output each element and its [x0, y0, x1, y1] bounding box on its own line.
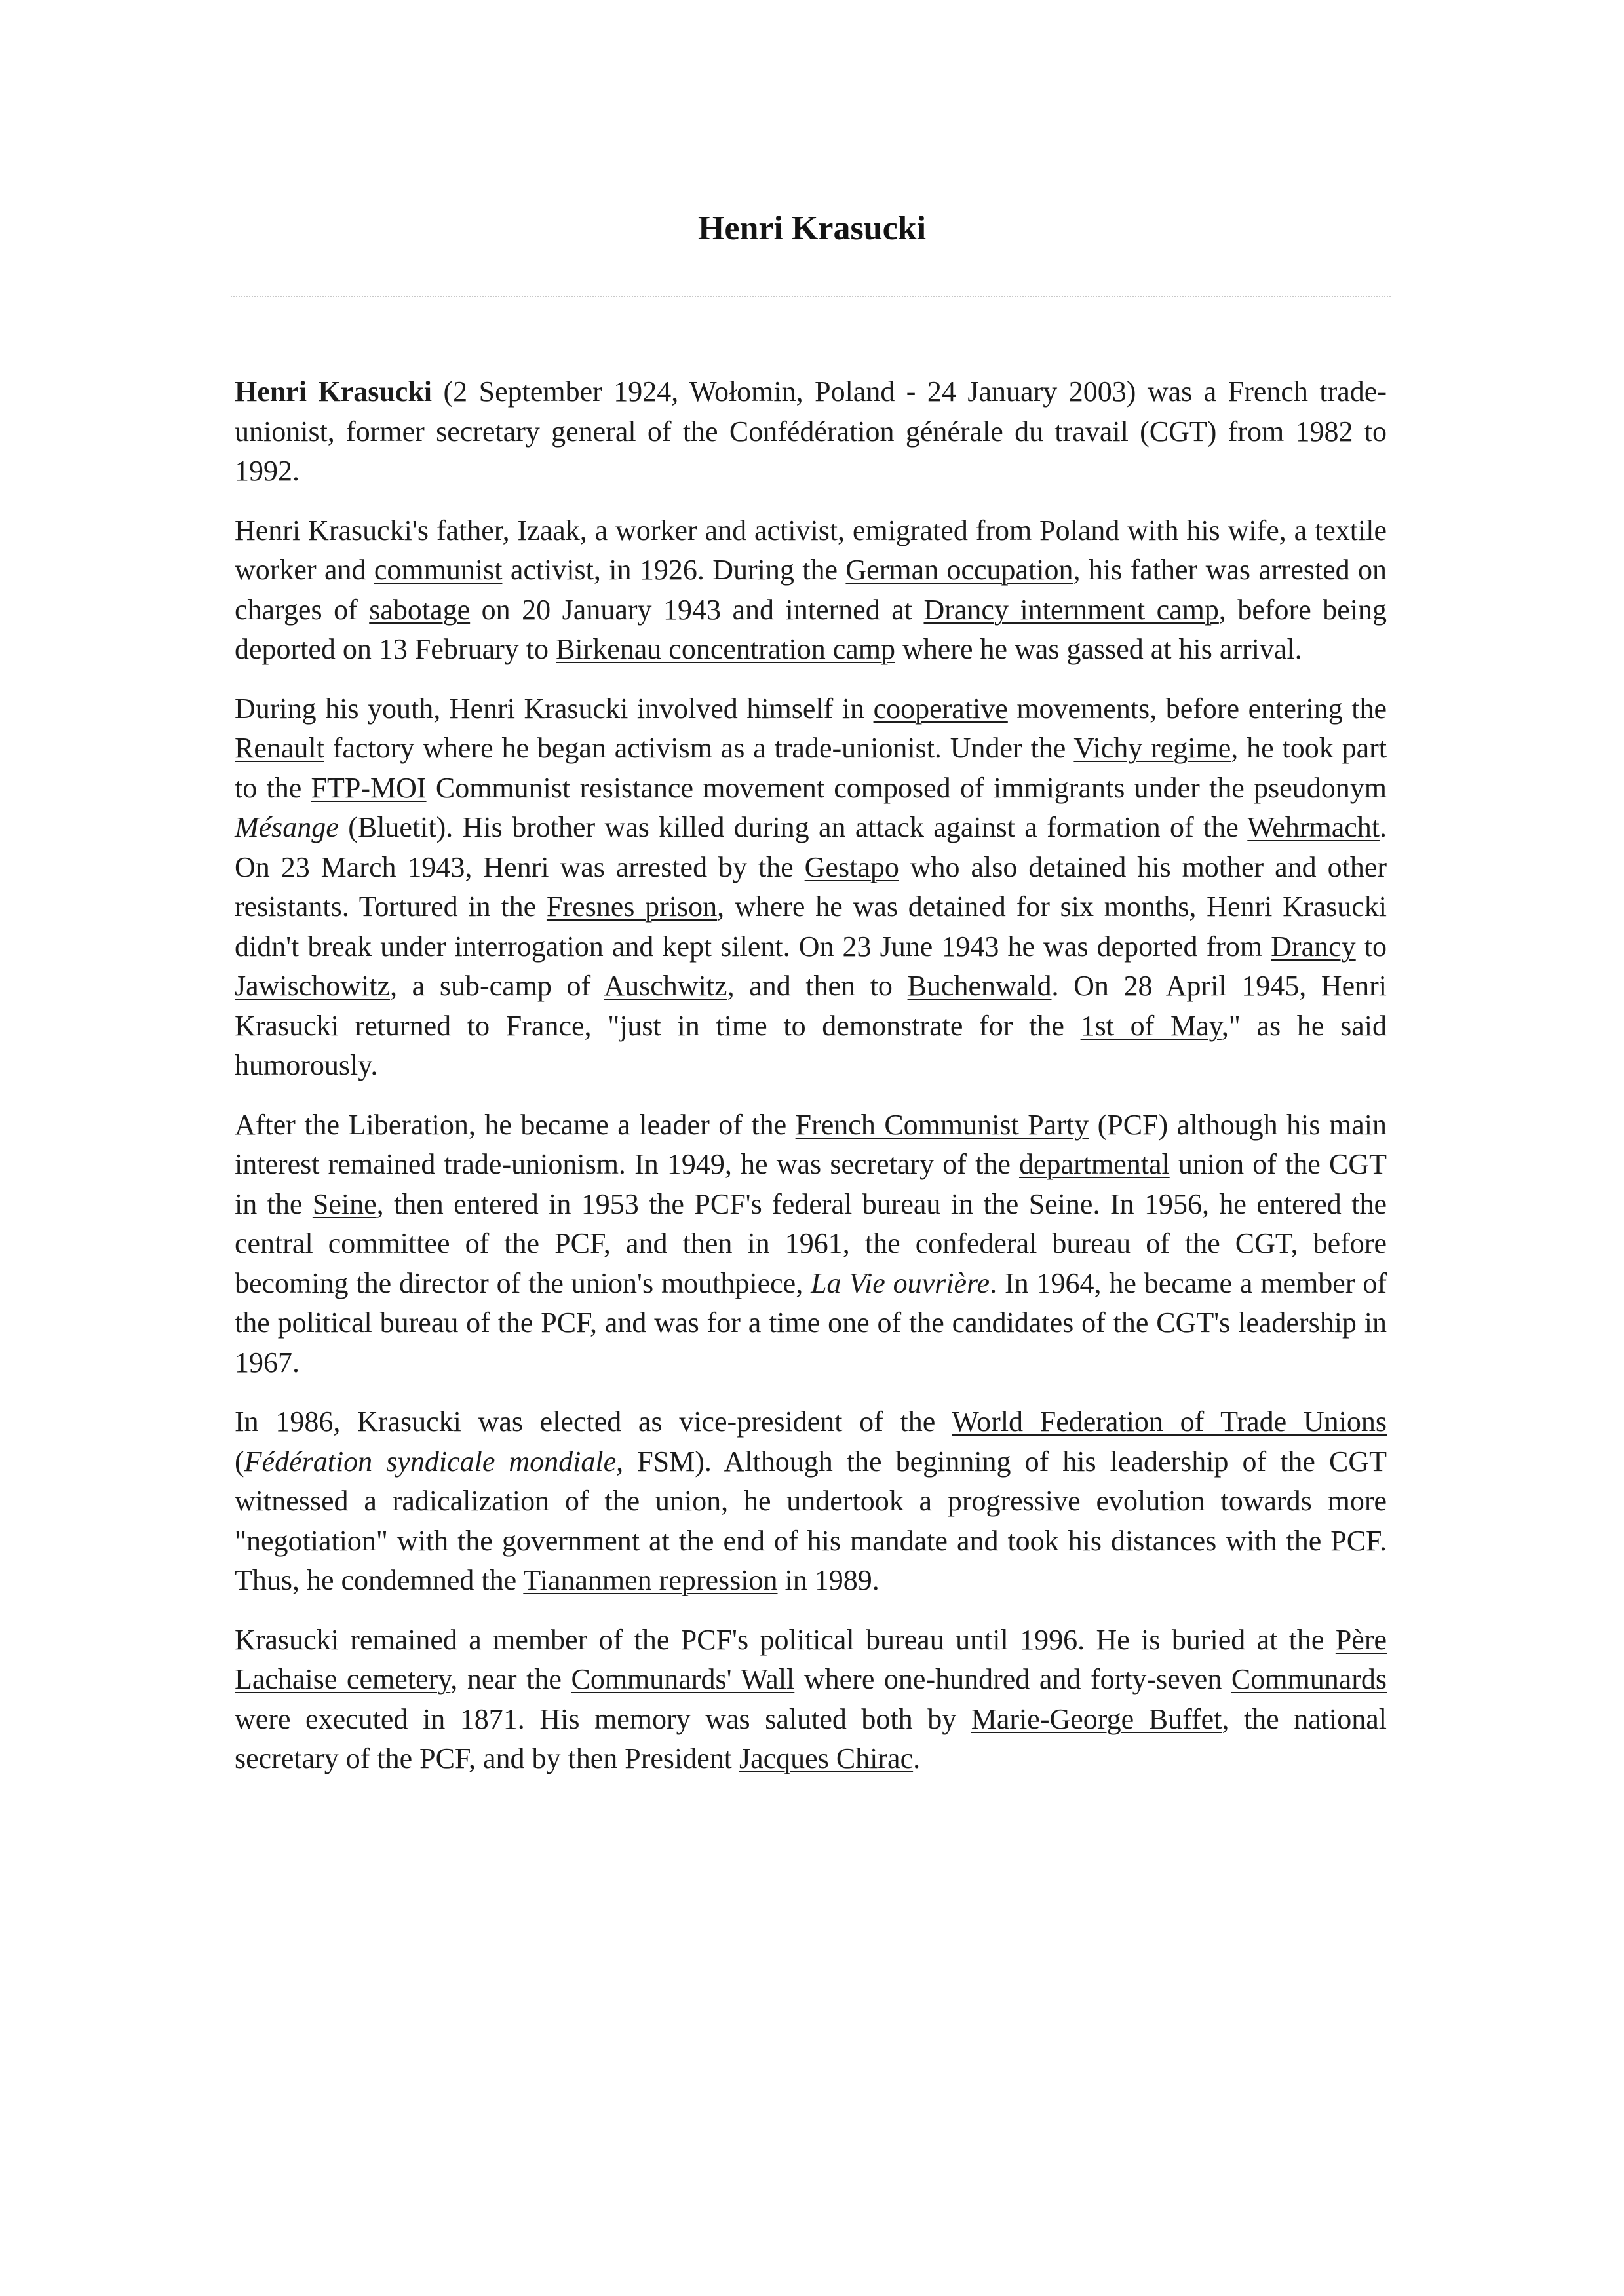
article-link[interactable]: Gestapo — [804, 851, 899, 883]
paragraph-text: factory where he began activism as a trade-unionist. Under the — [324, 732, 1074, 764]
article-link[interactable]: World Federation of Trade Unions — [952, 1406, 1387, 1438]
title-divider — [231, 296, 1391, 297]
article-link[interactable]: Renault — [235, 732, 324, 764]
italic-term: La Vie ouvrière — [811, 1267, 990, 1299]
paragraph-text: . On 23 March 1943, Henri was arrested by the — [235, 811, 1387, 883]
article-link[interactable]: German occupation — [845, 554, 1073, 586]
article-link[interactable]: Jacques Chirac — [739, 1742, 914, 1774]
subject-name: Henri Krasucki — [235, 375, 433, 408]
article-link[interactable]: Fresnes prison — [546, 890, 718, 923]
article-link[interactable]: Communards' Wall — [571, 1663, 795, 1695]
paragraph-text: Krasucki remained a member of the PCF's political bureau until 1996. He is buried at the — [235, 1623, 1336, 1656]
paragraph-text: were executed in 1871. His memory was saluted both by — [235, 1702, 971, 1735]
paragraph-text: activist, in 1926. During the — [502, 554, 846, 586]
paragraph-text: In 1986, Krasucki was elected as vice-president of the — [235, 1406, 952, 1438]
article-link[interactable]: Birkenau concentration camp — [556, 633, 896, 665]
article-link[interactable]: Auschwitz — [604, 970, 727, 1002]
paragraph-text: (Bluetit). His brother was killed during an attack against a formation of the — [338, 811, 1248, 843]
article-link[interactable]: Seine — [312, 1187, 377, 1220]
article-paragraph — [235, 511, 1387, 670]
italic-term: Fédération syndicale mondiale — [244, 1445, 617, 1478]
paragraph-text: on 20 January 1943 and interned at — [470, 593, 924, 626]
paragraph-text: union of the CGT in the — [235, 1148, 1387, 1220]
article-link[interactable]: Vichy regime — [1073, 732, 1231, 764]
paragraph-text: in 1989. — [777, 1564, 880, 1596]
paragraph-text: . On 28 April 1945, Henri Krasucki returned to France, "just in time to demonstrate for the — [235, 970, 1387, 1042]
article-link[interactable]: Tiananmen repression — [523, 1564, 778, 1596]
paragraph-text: , the national secretary of the PCF, and by then President — [235, 1702, 1387, 1774]
article-link[interactable]: departmental — [1019, 1148, 1170, 1180]
paragraph-text: , he took part to the — [235, 732, 1387, 804]
paragraph-text: movements, before entering the — [1007, 692, 1387, 725]
article-link[interactable]: cooperative — [873, 692, 1008, 725]
article-link[interactable]: Jawischowitz — [235, 970, 391, 1002]
article-link[interactable]: French Communist Party — [795, 1108, 1089, 1141]
article-link[interactable]: FTP-MOI — [311, 771, 427, 804]
article-link[interactable]: sabotage — [369, 593, 471, 626]
paragraph-text: Henri Krasucki's father, Izaak, a worker and activist, emigrated from Poland with his wife, a textile worker and — [235, 514, 1387, 586]
paragraph-text: , near the — [450, 1663, 571, 1695]
paragraph-text: . In 1964, he became a member of the political bureau of the PCF, and was for a time one of the candidates of the CGT's leadership in 1967. — [235, 1267, 1387, 1379]
paragraph-text: where he was gassed at his arrival. — [895, 633, 1302, 665]
paragraph-text: ( — [235, 1445, 244, 1478]
article-link[interactable]: Drancy — [1271, 930, 1356, 963]
paragraph-text: Communist resistance movement composed of immigrants under the pseudonym — [426, 771, 1387, 804]
paragraph-text: , and then to — [727, 970, 908, 1002]
paragraph-text: , his father was arrested on charges of — [235, 554, 1387, 626]
article-link[interactable]: Drancy internment camp — [923, 593, 1219, 626]
article-link[interactable]: Père Lachaise cemetery — [235, 1623, 1387, 1695]
article-paragraph — [235, 1105, 1387, 1383]
article-link[interactable]: Communards — [1231, 1663, 1387, 1695]
article-link[interactable]: Marie-George Buffet — [971, 1702, 1222, 1735]
article-link[interactable]: 1st of May — [1080, 1009, 1222, 1042]
article-paragraph — [235, 689, 1387, 1086]
paragraph-text: , then entered in 1953 the PCF's federal bureau in the Seine. In 1956, he entered the central committee of the PCF, and then in 1961, the confederal bureau of the CGT, before becoming the director of the union's mouthpiece, — [235, 1187, 1387, 1299]
paragraph-text: . — [913, 1742, 921, 1774]
paragraph-text: who also detained his mother and other resistants. Tortured in the — [235, 851, 1387, 923]
paragraph-text: (PCF) although his main interest remained trade-unionism. In 1949, he was secretary of the — [235, 1108, 1387, 1180]
article-link[interactable]: Buchenwald — [907, 970, 1052, 1002]
paragraph-text: During his youth, Henri Krasucki involved himself in — [235, 692, 874, 725]
paragraph-text: After the Liberation, he became a leader of the — [235, 1108, 796, 1141]
paragraph-text: , a sub-camp of — [390, 970, 604, 1002]
page-title: Henri Krasucki — [697, 210, 927, 247]
paragraph-text: where one-hundred and forty-seven — [794, 1663, 1231, 1695]
article-paragraph — [235, 1402, 1387, 1601]
italic-term: Mésange — [235, 811, 339, 843]
article-paragraph — [235, 1620, 1387, 1779]
paragraph-text: to — [1355, 930, 1387, 963]
paragraph-text: , where he was detained for six months, Henri Krasucki didn't break under interrogation and kept silent. On 23 June 1943 he was deported from — [235, 890, 1387, 963]
article-link[interactable]: communist — [374, 554, 503, 586]
paragraph-text: (2 September 1924, Wołomin, Poland - 24 January 2003) was a French trade-unionist, former secretary general of the Confédération générale du travail (CGT) from 1982 to 1992. — [235, 375, 1387, 487]
article-link[interactable]: Wehrmacht — [1247, 811, 1380, 843]
article-paragraph — [235, 372, 1387, 491]
paragraph-text: ," as he said humorously. — [235, 1009, 1387, 1081]
paragraph-text: , FSM). Although the beginning of his leadership of the CGT witnessed a radicalization of the union, he undertook a progressive evolution towards more "negotiation" with the government at the end of his mandate and took his distances with the PCF. Thus, he condemned the — [235, 1445, 1387, 1596]
article-body — [235, 372, 1387, 1799]
paragraph-text: , before being deported on 13 February to — [235, 593, 1387, 665]
